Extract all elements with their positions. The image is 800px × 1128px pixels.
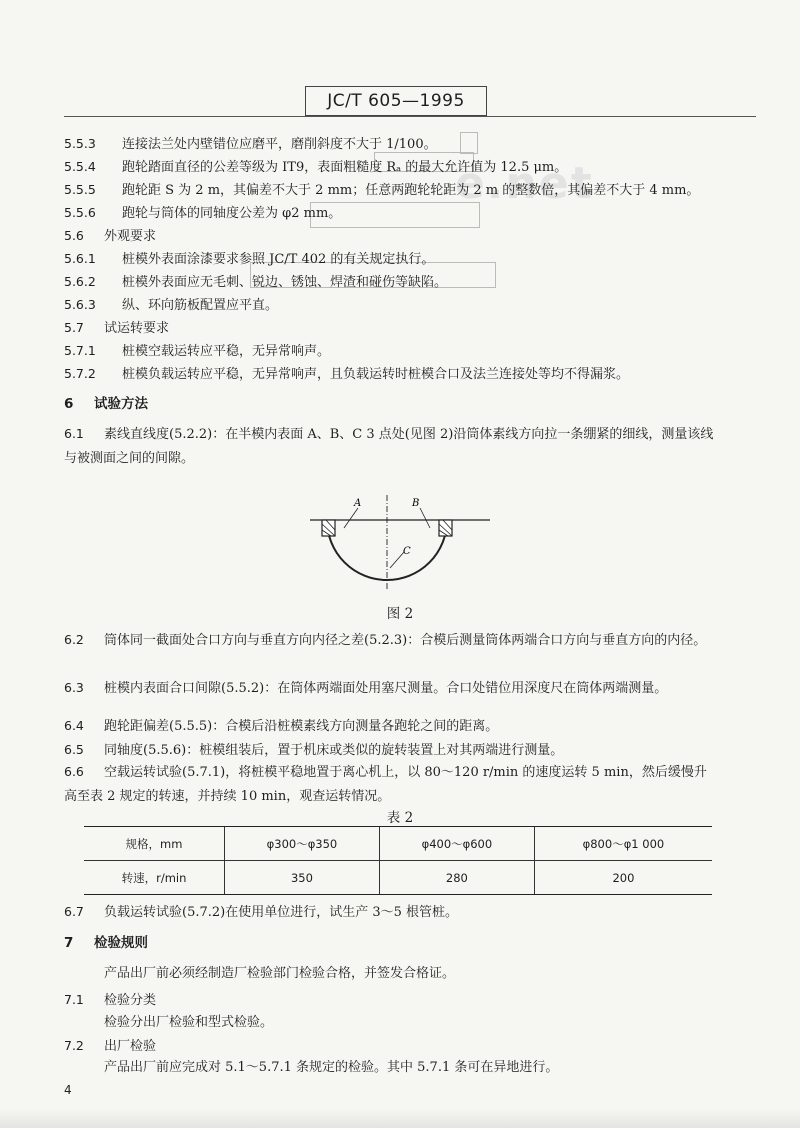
clause-5-5-5: 5.5.5 跑轮距 S 为 2 m，其偏差不大于 2 mm；任意两跑轮轮距为 2 m 的整数倍，其偏差不大于 4 mm。 bbox=[64, 182, 700, 198]
figure-2-diagram bbox=[300, 490, 500, 600]
clause-6-1: 6.1 素线直线度(5.2.2)：在半模内表面 A、B、C 3 点处(见图 2)沿筒体素线方向拉一条绷紧的细线，测量该线与被测面之间的间隙。 bbox=[64, 426, 714, 466]
clause-5-7-2: 5.7.2 桩模负载运转应平稳，无异常响声，且负载运转时桩模合口及法兰连接处等均不得漏浆。 bbox=[64, 366, 630, 382]
section-6-heading: 6 试验方法 bbox=[64, 396, 148, 412]
clause-5-6-1: 5.6.1 桩模外表面涂漆要求参照 JC/T 402 的有关规定执行。 bbox=[64, 251, 435, 267]
standard-code: JC/T 605—1995 bbox=[305, 86, 487, 116]
clause-5-6-3: 5.6.3 纵、环向筋板配置应平直。 bbox=[64, 297, 279, 313]
clause-6-2: 6.2 筒体同一截面处合口方向与垂直方向内径之差(5.2.3)：合模后测量筒体两端合口方向与垂直方向的内径。 bbox=[64, 632, 707, 648]
figure-label-a: A bbox=[354, 498, 362, 509]
section-5-7: 5.7 试运转要求 bbox=[64, 320, 170, 336]
clause-5-6-2: 5.6.2 桩模外表面应无毛刺、锐边、锈蚀、焊渣和碰伤等缺陷。 bbox=[64, 274, 448, 290]
table-row bbox=[84, 827, 712, 861]
table-cell: φ400～φ600 bbox=[379, 827, 534, 861]
clause-5-5-3: 5.5.3 连接法兰处内壁错位应磨平，磨削斜度不大于 1/100。 bbox=[64, 136, 437, 152]
table-cell: φ300～φ350 bbox=[225, 827, 380, 861]
table-cell: 转速，r/min bbox=[84, 861, 225, 895]
figure-leader-a bbox=[344, 508, 358, 528]
figure-label-b: B bbox=[412, 498, 420, 509]
clause-6-6: 6.6 空载运转试验(5.7.1)，将桩模平稳地置于离心机上，以 80～120 r/min 的速度运转 5 min，然后缓慢升高至表 2 规定的转速，并持续 10 min，观查运转情况。 bbox=[64, 764, 707, 804]
table-cell: 350 bbox=[225, 861, 380, 895]
figure-leader-b bbox=[420, 508, 430, 528]
clause-5-7-1: 5.7.1 桩模空载运转应平稳，无异常响声。 bbox=[64, 343, 331, 359]
scan-bottom-edge bbox=[0, 1108, 800, 1128]
table-row bbox=[84, 861, 712, 895]
section-5-6: 5.6 外观要求 bbox=[64, 228, 157, 244]
clause-6-3: 6.3 桩模内表面合口间隙(5.5.2)：在筒体两端面处用塞尺测量。合口处错位用深度尺在筒体两端测量。 bbox=[64, 680, 668, 696]
speed-table bbox=[84, 826, 712, 895]
clause-6-7: 6.7 负载运转试验(5.7.2)在使用单位进行，试生产 3～5 根管桩。 bbox=[64, 904, 459, 920]
clause-6-4: 6.4 跑轮距偏差(5.5.5)：合模后沿桩模素线方向测量各跑轮之间的距离。 bbox=[64, 718, 499, 734]
table-cell: 规格，mm bbox=[84, 827, 225, 861]
header-rule bbox=[64, 116, 756, 117]
section-7-1: 7.1 检验分类 bbox=[64, 992, 157, 1008]
watermark-text: e.net bbox=[455, 158, 594, 209]
clause-5-5-6: 5.5.6 跑轮与筒体的同轴度公差为 φ2 mm。 bbox=[64, 205, 342, 221]
figure-label-c: C bbox=[403, 546, 411, 557]
clause-6-5: 6.5 同轴度(5.5.6)：桩模组装后，置于机床或类似的旋转装置上对其两端进行测量。 bbox=[64, 742, 564, 758]
table-caption: 表 2 bbox=[386, 810, 414, 826]
figure-caption: 图 2 bbox=[386, 606, 414, 622]
section-7-1-paragraph: 检验分出厂检验和型式检验。 bbox=[104, 1015, 274, 1030]
table-cell: φ800～φ1 000 bbox=[534, 827, 712, 861]
figure-leader-c bbox=[390, 552, 404, 568]
section-7-2: 7.2 出厂检验 bbox=[64, 1038, 157, 1054]
section-7-heading: 7 检验规则 bbox=[64, 935, 148, 951]
clause-5-5-4: 5.5.4 跑轮踏面直径的公差等级为 IT9，表面粗糙度 Rₐ 的最大允许值为 12.5 μm。 bbox=[64, 159, 568, 175]
section-7-2-paragraph: 产品出厂前应完成对 5.1～5.7.1 条规定的检验。其中 5.7.1 条可在异地进行。 bbox=[104, 1060, 559, 1075]
table-cell: 280 bbox=[379, 861, 534, 895]
table-cell: 200 bbox=[534, 861, 712, 895]
page-number: 4 bbox=[64, 1083, 72, 1097]
section-7-paragraph: 产品出厂前必须经制造厂检验部门检验合格，并签发合格证。 bbox=[104, 966, 456, 981]
